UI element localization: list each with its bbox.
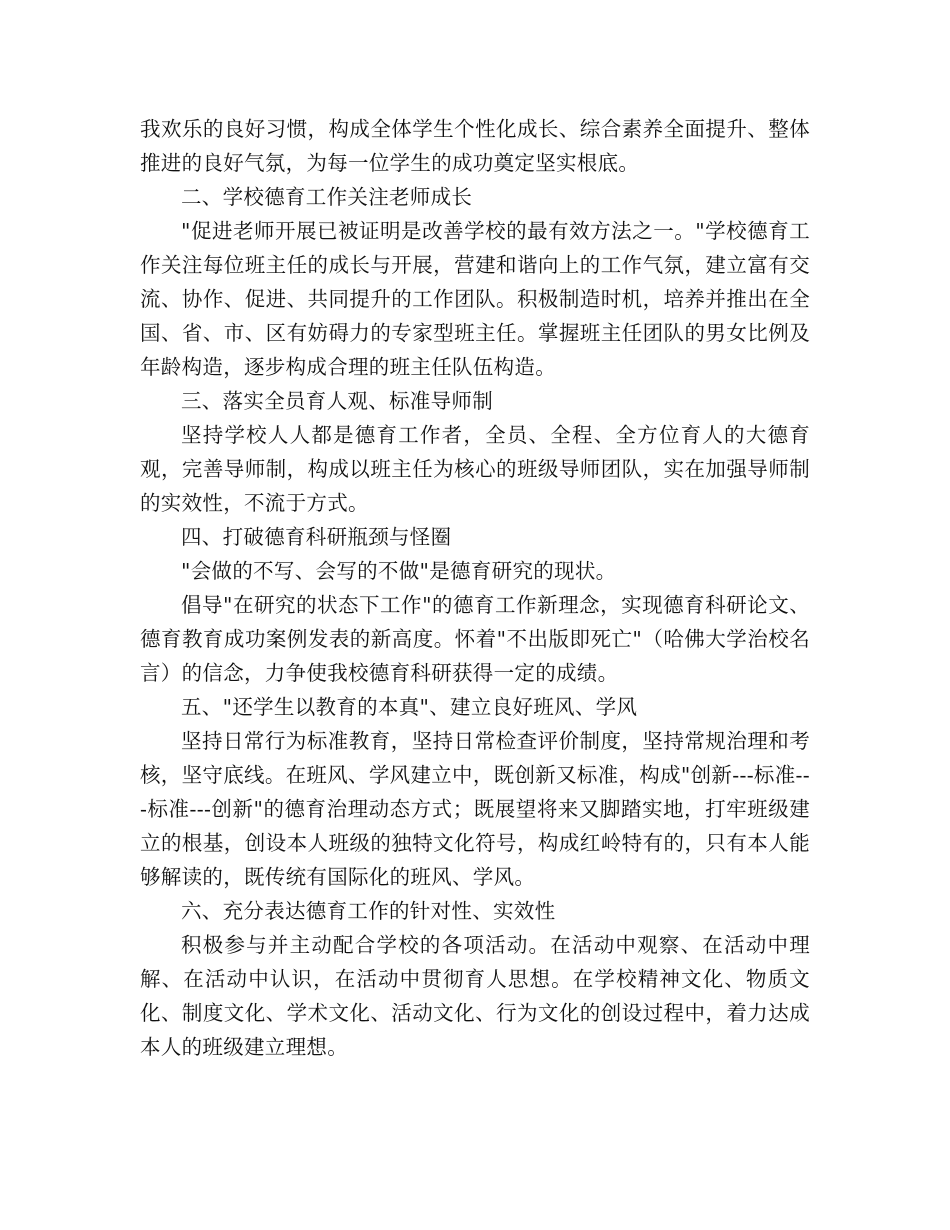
section-heading-2: 二、学校德育工作关注老师成长 (181, 185, 473, 209)
paragraph-research-advocacy: 倡导"在研究的状态下工作"的德育工作新理念，实现德育科研论文、德育教育成功案例发表的新高度。怀着"不出版即死亡"（哈佛大学治校名言）的信念，力争使我校德育科研获得一定的成绩。 (140, 593, 810, 685)
section-heading-3: 三、落实全员育人观、标准导师制 (181, 389, 493, 413)
paragraph-research-status: "会做的不写、会写的不做"是德育研究的现状。 (181, 559, 617, 583)
section-heading-6: 六、充分表达德育工作的针对性、实效性 (181, 899, 556, 923)
paragraph-continuation: 我欢乐的良好习惯，构成全体学生个性化成长、综合素养全面提升、整体推进的良好气氛，为每一位学生的成功奠定坚实根底。 (140, 117, 810, 175)
paragraph-activities: 积极参与并主动配合学校的各项活动。在活动中观察、在活动中理解、在活动中认识，在活动中贯彻育人思想。在学校精神文化、物质文化、制度文化、学术文化、活动文化、行为文化的创设过程中，着力达成本人的班级建立理想。 (140, 933, 810, 1059)
section-heading-5: 五、"还学生以教育的本真"、建立良好班风、学风 (181, 695, 638, 719)
section-heading-4: 四、打破德育科研瓶颈与怪圈 (181, 525, 452, 549)
document-body (140, 112, 810, 1064)
paragraph-class-style: 坚持日常行为标准教育，坚持日常检查评价制度，坚持常规治理和考核，坚守底线。在班风、学风建立中，既创新又标准，构成"创新---标准---标准---创新"的德育治理动态方式；既展望将来又脚踏实地，打牢班级建立的根基，创设本人班级的独特文化符号，构成红岭特有的，只有本人能够解读的，既传统有国际化的班风、学风。 (140, 729, 810, 889)
paragraph-teacher-growth: "促进老师开展已被证明是改善学校的最有效方法之一。"学校德育工作关注每位班主任的成长与开展，营建和谐向上的工作气氛，建立富有交流、协作、促进、共同提升的工作团队。积极制造时机，培养并推出在全国、省、市、区有妨碍力的专家型班主任。掌握班主任团队的男女比例及年龄构造，逐步构成合理的班主任队伍构造。 (140, 219, 810, 379)
paragraph-mentor-system: 坚持学校人人都是德育工作者，全员、全程、全方位育人的大德育观，完善导师制，构成以班主任为核心的班级导师团队，实在加强导师制的实效性，不流于方式。 (140, 423, 810, 515)
